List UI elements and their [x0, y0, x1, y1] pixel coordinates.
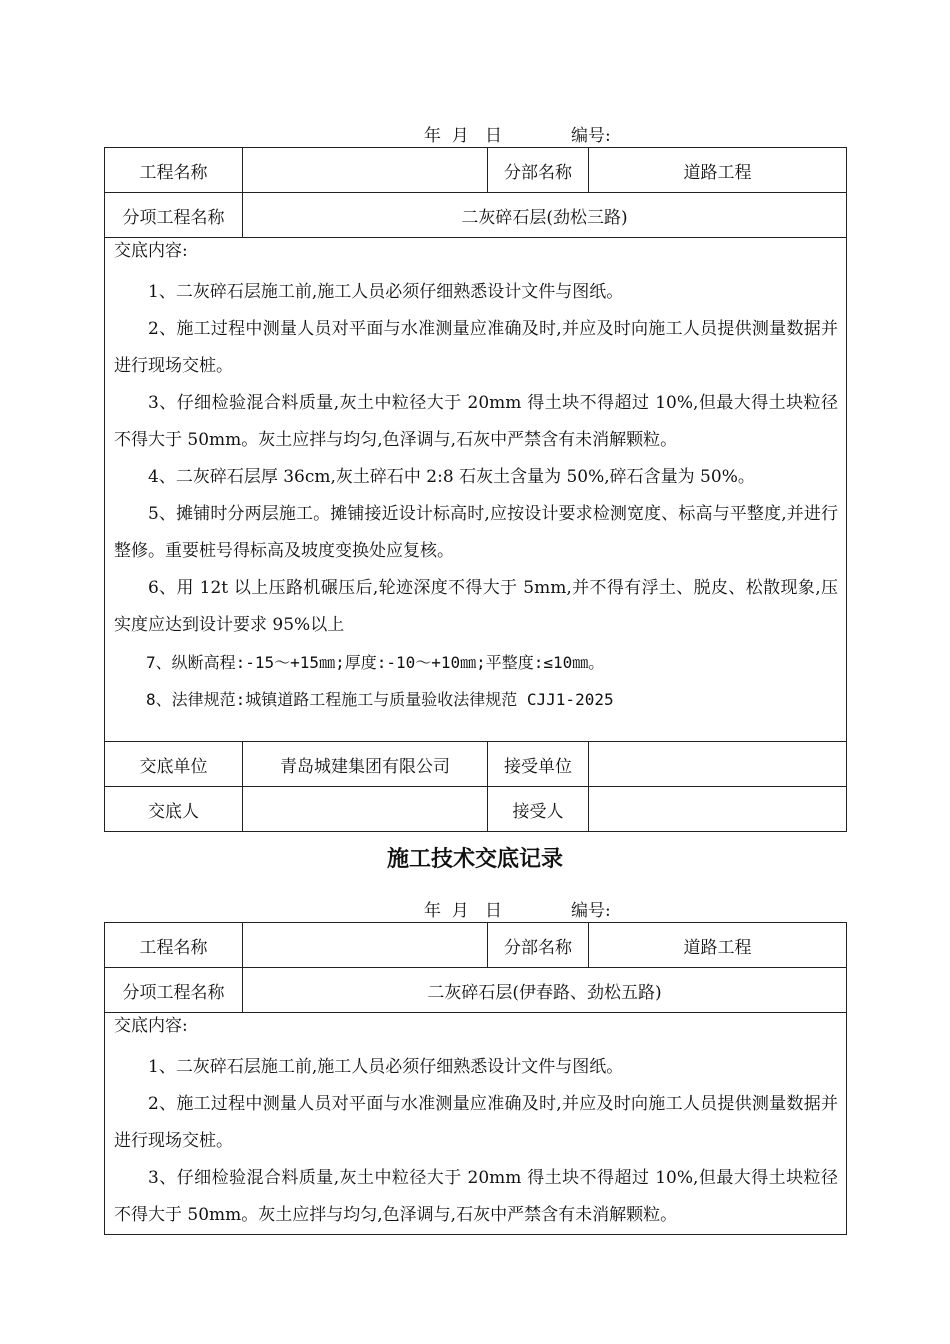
- handover-form-1: [104, 147, 847, 832]
- receiver-unit-value: [589, 742, 847, 787]
- receiver-person-value: [589, 787, 847, 832]
- content-item: 8、法律规范:城镇道路工程施工与质量验收法律规范 CJJ1-2025: [146, 690, 614, 709]
- receiver-unit-label: 接受单位: [488, 742, 589, 787]
- record-number-label: 编号:: [571, 901, 611, 921]
- handover-unit-label: 交底单位: [105, 742, 243, 787]
- content-label: 交底内容:: [114, 241, 188, 261]
- subitem-label: 分项工程名称: [105, 193, 243, 238]
- content-item: 2、施工过程中测量人员对平面与水准测量应准确及时,并应及时向施工人员提供测量数据并进行现场交桩。: [114, 319, 838, 376]
- record-number-label: 编号:: [571, 126, 611, 146]
- date-label: 年 月 日: [424, 126, 503, 146]
- content-item: 3、仔细检验混合料质量,灰土中粒径大于 20mm 得土块不得超过 10%,但最大得土块粒径不得大于 50mm。灰土应拌与均匀,色泽调与,石灰中严禁含有未消解颗粒。: [114, 1168, 838, 1225]
- handover-form-2: [104, 922, 847, 1235]
- handover-person-value: [243, 787, 488, 832]
- content-item: 6、用 12t 以上压路机碾压后,轮迹深度不得大于 5mm,并不得有浮土、脱皮、松散现象,压实度应达到设计要求 95%以上: [114, 578, 838, 635]
- handover-unit-value: 青岛城建集团有限公司: [243, 742, 488, 787]
- project-name-label: 工程名称: [105, 148, 243, 193]
- subitem-value: 二灰碎石层(伊春路、劲松五路): [243, 968, 847, 1013]
- content-item: 1、二灰碎石层施工前,施工人员必须仔细熟悉设计文件与图纸。: [148, 282, 624, 302]
- content-item: 4、二灰碎石层厚 36cm,灰土碎石中 2:8 石灰土含量为 50%,碎石含量为 50%。: [148, 467, 755, 487]
- date-label: 年 月 日: [424, 901, 503, 921]
- content-item: 5、摊铺时分两层施工。摊铺接近设计标高时,应按设计要求检测宽度、标高与平整度,并进行整修。重要桩号得标高及坡度变换处应复核。: [114, 504, 838, 561]
- project-name-label: 工程名称: [105, 923, 243, 968]
- handover-person-label: 交底人: [105, 787, 243, 832]
- subitem-value: 二灰碎石层(劲松三路): [243, 193, 847, 238]
- content-item: 2、施工过程中测量人员对平面与水准测量应准确及时,并应及时向施工人员提供测量数据并进行现场交桩。: [114, 1094, 838, 1151]
- handover-content: [105, 238, 847, 742]
- content-item: 3、仔细检验混合料质量,灰土中粒径大于 20mm 得土块不得超过 10%,但最大得土块粒径不得大于 50mm。灰土应拌与均匀,色泽调与,石灰中严禁含有未消解颗粒。: [114, 393, 838, 450]
- division-label: 分部名称: [488, 148, 589, 193]
- subitem-label: 分项工程名称: [105, 968, 243, 1013]
- project-name-value: [243, 148, 488, 193]
- division-label: 分部名称: [488, 923, 589, 968]
- content-label: 交底内容:: [114, 1016, 188, 1036]
- receiver-person-label: 接受人: [488, 787, 589, 832]
- handover-content: [105, 1013, 847, 1235]
- content-item: 7、纵断高程:-15～+15㎜;厚度:-10～+10㎜;平整度:≤10㎜。: [146, 653, 605, 672]
- division-value: 道路工程: [589, 148, 847, 193]
- division-value: 道路工程: [589, 923, 847, 968]
- project-name-value: [243, 923, 488, 968]
- content-item: 1、二灰碎石层施工前,施工人员必须仔细熟悉设计文件与图纸。: [148, 1057, 624, 1077]
- page-title: 施工技术交底记录: [386, 847, 563, 872]
